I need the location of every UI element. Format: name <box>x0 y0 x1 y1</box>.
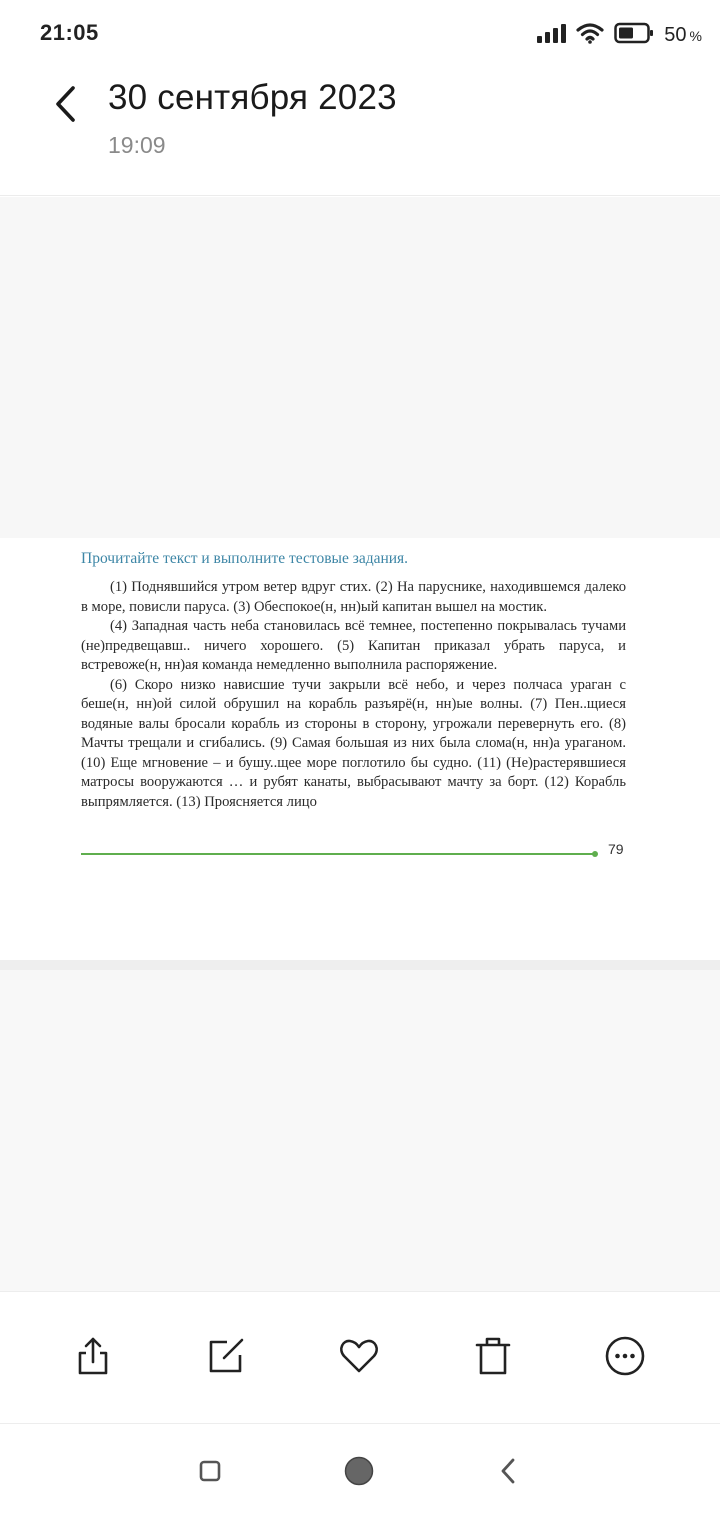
system-nav-bar <box>0 1425 720 1520</box>
delete-button[interactable] <box>471 1336 515 1380</box>
page-footer-line <box>81 853 595 855</box>
battery-icon <box>614 22 654 49</box>
document-paragraph-2: (4) Западная часть неба становилась всё темнее, постепенно покрывалась тучами (не)предвещавш.. ничего хорошего. (5) Капитан приказал убрать паруса, и встревоже(н, нн)ая команда немедленно выполнила распоряжение. <box>81 618 626 673</box>
square-icon <box>198 1459 222 1488</box>
next-photo-area <box>0 980 720 1291</box>
edit-button[interactable] <box>204 1336 248 1380</box>
status-icons <box>536 22 702 49</box>
edit-icon <box>207 1337 245 1380</box>
battery-percent-value: 50 <box>664 24 687 46</box>
page-number: 79 <box>608 841 624 857</box>
battery-percent <box>664 24 702 47</box>
document-paragraph-1: (1) Поднявшийся утром ветер вдруг стих. (2) На паруснике, находившемся далеко в море, повисли паруса. (3) Обеспокое(н, нн)ый капитан вышел на мостик. <box>81 579 626 615</box>
heart-icon <box>339 1338 379 1379</box>
back-button[interactable] <box>488 1453 528 1493</box>
image-viewer[interactable] <box>0 197 720 1291</box>
trash-icon <box>475 1336 511 1381</box>
document-photo <box>0 538 720 960</box>
share-icon <box>74 1336 112 1381</box>
recents-button[interactable] <box>190 1453 230 1493</box>
status-time: 21:05 <box>40 20 99 45</box>
battery-percent-unit: % <box>689 28 702 44</box>
status-bar <box>0 0 720 70</box>
document-paragraph-3: (6) Скоро низко нависшие тучи закрыли всё небо, и через полчаса ураган с беше(н, нн)ой силой обрушил на корабль разъярё(н, нн)ые волны. (7) Пен..щиеся водяные валы бросали корабль из стороны в сторону, угрожали перевернуть его. (8) Мачты трещали и сгибались. (9) Самая большая из них была слома(н, нн)а ураганом. (10) Еще мгновение – и бушу..щее море поглотило бы судно. (11) (Не)растерявшиеся матросы вооружаются … и рубят канаты, выбрасывают мачту за борт. (12) Корабль выпрямляется. (13) Проясняется лицо <box>81 676 626 810</box>
document-body <box>81 578 626 812</box>
header <box>0 70 720 196</box>
page-subtitle-time: 19:09 <box>108 132 166 158</box>
chevron-left-icon <box>498 1457 518 1490</box>
page-footer-dot <box>592 851 598 857</box>
back-arrow-button[interactable] <box>44 82 88 130</box>
document-heading: Прочитайте текст и выполните тестовые задания. <box>81 550 409 567</box>
page-title: 30 сентября 2023 <box>108 78 397 117</box>
wifi-icon <box>576 22 604 49</box>
share-button[interactable] <box>71 1336 115 1380</box>
more-button[interactable] <box>603 1336 647 1380</box>
bottom-toolbar <box>0 1291 720 1424</box>
image-divider <box>0 960 720 970</box>
circle-icon <box>343 1455 375 1492</box>
back-arrow-icon <box>53 85 79 128</box>
signal-icon <box>536 23 566 48</box>
more-icon <box>605 1336 645 1381</box>
favorite-button[interactable] <box>337 1336 381 1380</box>
home-button[interactable] <box>339 1453 379 1493</box>
